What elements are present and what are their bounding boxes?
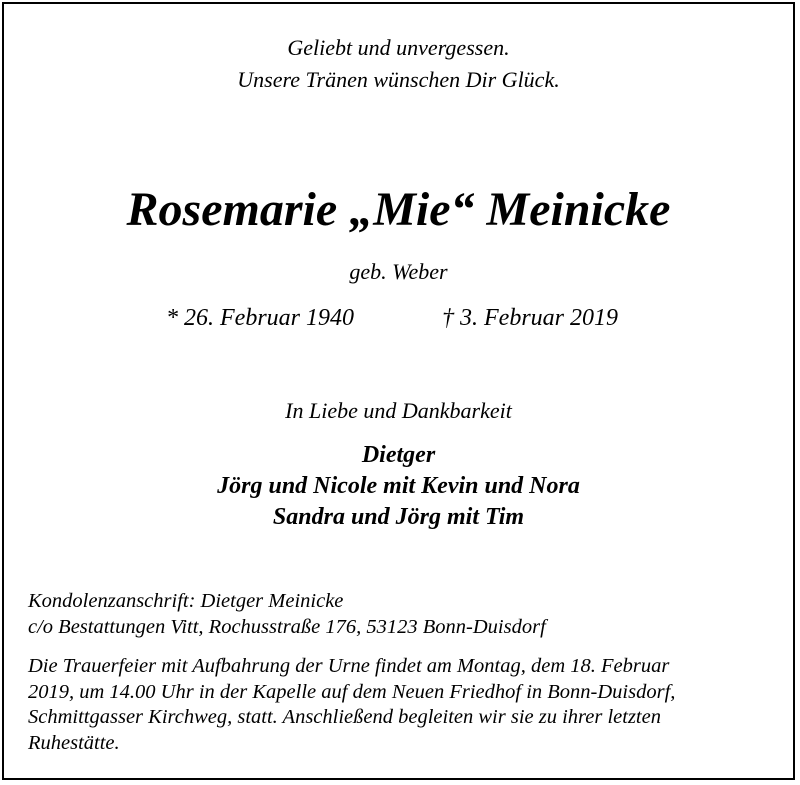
motto bbox=[4, 32, 793, 96]
condolence-line-2: c/o Bestattungen Vitt, Rochusstraße 176, 53123 Bonn-Duisdorf bbox=[28, 615, 546, 638]
mourner-line: Jörg und Nicole mit Kevin und Nora bbox=[217, 473, 580, 499]
obituary-notice bbox=[2, 2, 795, 780]
motto-line-2: Unsere Tränen wünschen Dir Glück. bbox=[237, 67, 560, 92]
deceased-name: Rosemarie „Mie“ Meinicke bbox=[126, 183, 671, 236]
ceremony-line: 2019, um 14.00 Uhr in der Kapelle auf dem Neuen Friedhof in Bonn-Duisdorf, bbox=[28, 680, 676, 703]
mourner-line: Dietger bbox=[361, 442, 436, 468]
motto-line-1: Geliebt und unvergessen. bbox=[287, 35, 510, 60]
ceremony-line: Schmittgasser Kirchweg, statt. Anschließend begleiten wir sie zu ihrer letzten bbox=[28, 706, 661, 728]
ceremony-line: Die Trauerfeier mit Aufbahrung der Urne findet am Montag, dem 18. Februar bbox=[28, 655, 670, 677]
birth-date: * 26. Februar 1940 bbox=[166, 305, 354, 331]
mourners-intro: In Liebe und Dankbarkeit bbox=[285, 398, 512, 423]
condolence-address bbox=[28, 589, 546, 640]
mourners-list bbox=[4, 440, 793, 533]
ceremony-info bbox=[28, 654, 675, 756]
mourner-line: Sandra und Jörg mit Tim bbox=[272, 504, 525, 530]
death-date: † 3. Februar 2019 bbox=[442, 305, 618, 331]
condolence-line-1: Kondolenzanschrift: Dietger Meinicke bbox=[28, 590, 344, 612]
ceremony-line: Ruhestätte. bbox=[28, 731, 120, 754]
maiden-name: geb. Weber bbox=[349, 259, 448, 284]
